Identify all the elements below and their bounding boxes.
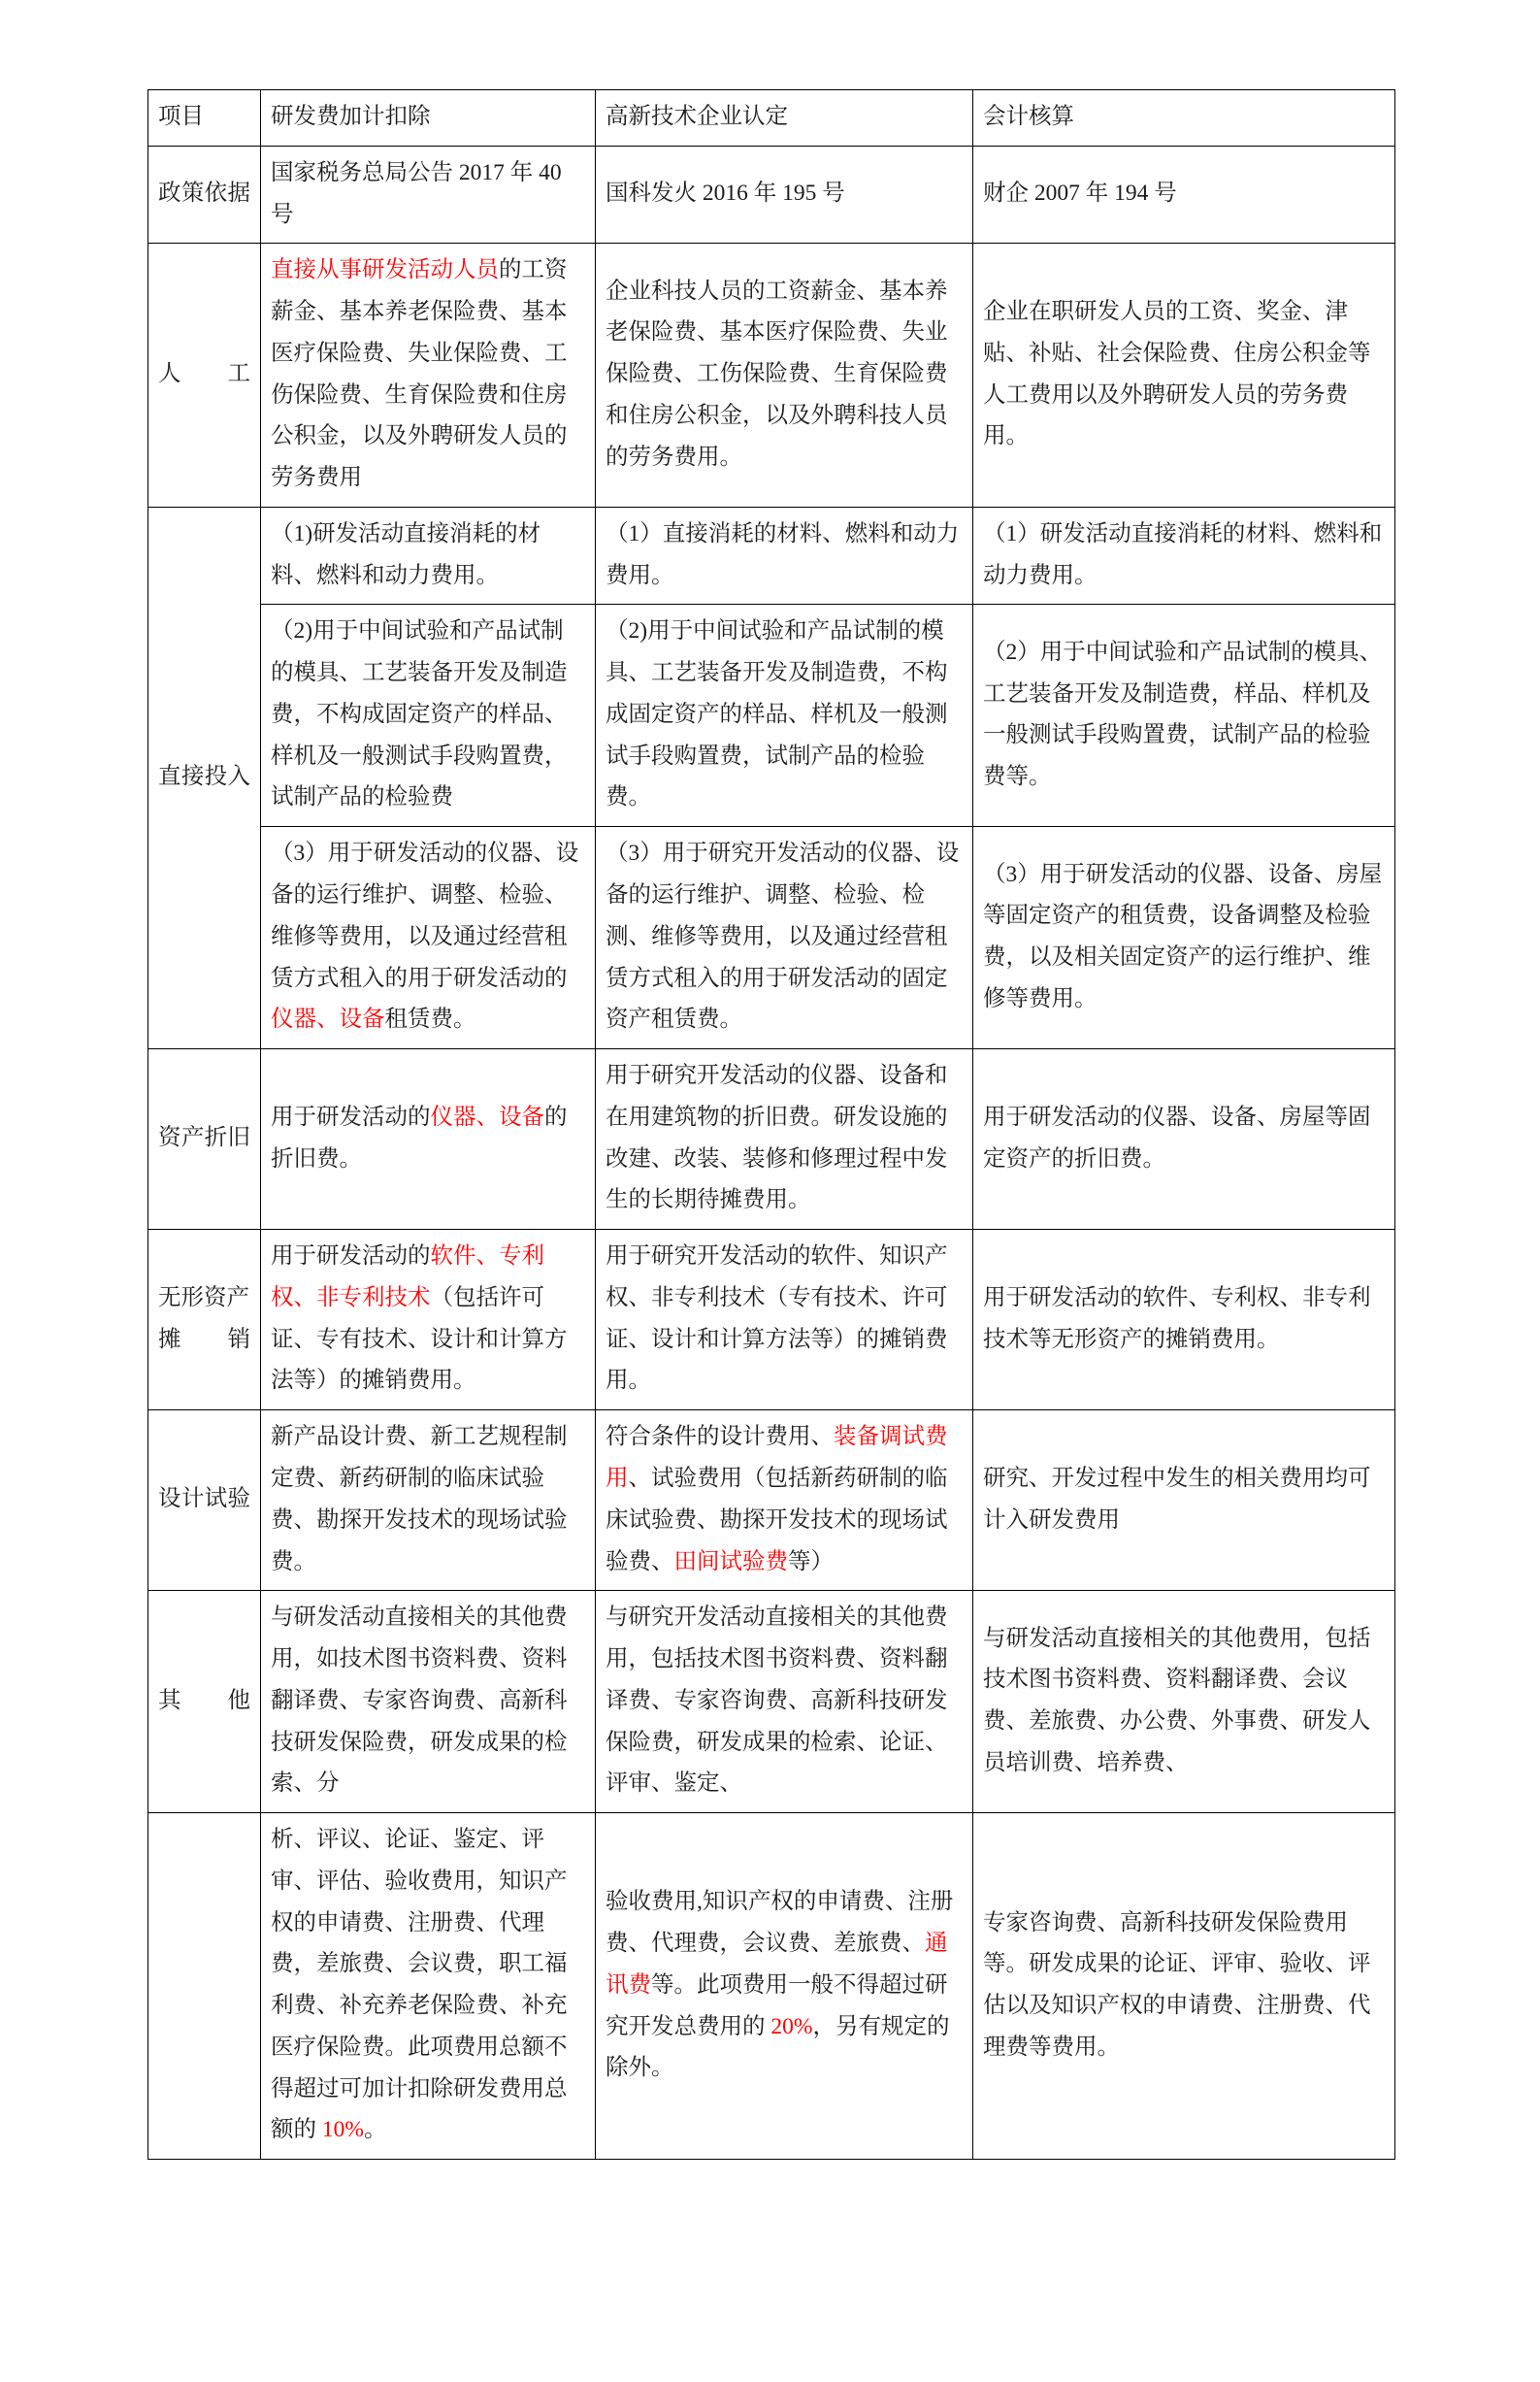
cell-other-cont-accounting: 专家咨询费、高新科技研发保险费用等。研发成果的论证、评审、验收、评估以及知识产权的申请费、注册费、代理费等费用。 (973, 1813, 1395, 2160)
row-label-labor: 人工 (148, 244, 261, 508)
cell-labor-hitech: 企业科技人员的工资薪金、基本养老保险费、基本医疗保险费、失业保险费、工伤保险费、生育保险费和住房公积金，以及外聘科技人员的劳务费用。 (596, 244, 973, 508)
cell-design-hitech (596, 1410, 973, 1591)
cell-text-mid: 等。此项费用一般不得超过研究开发总费用的 (606, 1971, 948, 2039)
cell-text-tail: 。 (363, 2117, 387, 2143)
row-label-design-experiment: 设计试验 (148, 1410, 261, 1591)
table-row-intangible-amortization (148, 1230, 1395, 1410)
row-label-policy-basis: 政策依据 (148, 146, 261, 244)
cell-intangible-rd (261, 1230, 596, 1410)
row-label-other-continued (148, 1813, 261, 2160)
rd-expense-comparison-table (147, 89, 1395, 2160)
highlight-text: 软件、专利权、非专利技术 (271, 1243, 544, 1310)
cell-text: （3）用于研发活动的仪器、设备的运行维护、调整、检验、维修等费用，以及通过经营租赁方式租入的用于研发活动的 (271, 841, 579, 991)
highlight-text-1: 装备调试费用 (606, 1424, 948, 1491)
cell-other-cont-hitech (596, 1813, 973, 2160)
cell-design-accounting: 研究、开发过程中发生的相关费用均可计入研发费用 (973, 1410, 1395, 1591)
cell-other-hitech: 与研究开发活动直接相关的其他费用，包括技术图书资料费、资料翻译费、专家咨询费、高新科技研发保险费，研发成果的检索、论证、评审、鉴定、 (596, 1591, 973, 1813)
row-label-direct-input: 直接投入 (148, 507, 261, 1048)
cell-text: 的工资薪金、基本养老保险费、基本医疗保险费、失业保险费、工伤保险费、生育保险费和住房公积金，以及外聘研发人员的劳务费用 (271, 257, 568, 491)
cell-direct-input-1-accounting: （1）研发活动直接消耗的材料、燃料和动力费用。 (973, 507, 1395, 605)
table-row-asset-depreciation (148, 1049, 1395, 1230)
table-row-other (148, 1591, 1395, 1813)
cell-other-rd: 与研发活动直接相关的其他费用，如技术图书资料费、资料翻译费、专家咨询费、高新科技研发保险费，研发成果的检索、分 (261, 1591, 596, 1813)
cell-text-tail: ，另有规定的除外。 (606, 2013, 950, 2081)
cell-text-mid: 、试验费用（包括新药研制的临床试验费、勘探开发技术的现场试验费、 (606, 1465, 948, 1574)
cell-direct-input-3-hitech: （3）用于研究开发活动的仪器、设备的运行维护、调整、检验、检测、维修等费用，以及通过经营租赁方式租入的用于研发活动的固定资产租赁费。 (596, 827, 973, 1049)
table-body (148, 146, 1395, 2159)
cell-direct-input-1-hitech: （1）直接消耗的材料、燃料和动力费用。 (596, 507, 973, 605)
cell-direct-input-3-accounting: （3）用于研发活动的仪器、设备、房屋等固定资产的租赁费，设备调整及检验费，以及相关固定资产的运行维护、维修等费用。 (973, 827, 1395, 1049)
cell-labor-accounting: 企业在职研发人员的工资、奖金、津贴、补贴、社会保险费、住房公积金等人工费用以及外聘研发人员的劳务费用。 (973, 244, 1395, 508)
table-row-direct-input-2 (148, 605, 1395, 827)
table-row-design-experiment (148, 1410, 1395, 1591)
cell-text: 验收费用,知识产权的申请费、注册费、代理费，会议费、差旅费、 (606, 1889, 954, 1956)
row-label-other: 其他 (148, 1591, 261, 1813)
highlight-text-2: 田间试验费 (673, 1548, 788, 1574)
highlight-percentage: 10% (321, 2117, 364, 2143)
cell-intangible-hitech: 用于研究开发活动的软件、知识产权、非专利技术（专有技术、许可证、设计和计算方法等）的摊销费用。 (596, 1230, 973, 1410)
cell-text: 用于研发活动的 (271, 1104, 431, 1130)
cell-text-tail: （包括许可证、专有技术、设计和计算方法等）的摊销费用。 (271, 1284, 568, 1394)
cell-direct-input-2-hitech: （2)用于中间试验和产品试制的模具、工艺装备开发及制造费，不构成固定资产的样品、样机及一般测试手段购置费，试制产品的检验费。 (596, 605, 973, 827)
column-header-rd-deduction: 研发费加计扣除 (261, 90, 596, 147)
highlight-text: 仪器、设备 (430, 1104, 544, 1130)
cell-text-tail: 租赁费。 (384, 1007, 476, 1033)
table-row-direct-input-1 (148, 507, 1395, 605)
cell-text-tail: 的折旧费。 (271, 1104, 568, 1172)
column-header-hitech-certification: 高新技术企业认定 (596, 90, 973, 147)
table-row-policy-basis (148, 146, 1395, 244)
cell-intangible-accounting: 用于研发活动的软件、专利权、非专利技术等无形资产的摊销费用。 (973, 1230, 1395, 1410)
cell-policy-accounting: 财企 2007 年 194 号 (973, 146, 1395, 244)
cell-text-tail: 等） (788, 1548, 834, 1574)
cell-direct-input-2-accounting: （2）用于中间试验和产品试制的模具、工艺装备开发及制造费，样品、样机及一般测试手段购置费，试制产品的检验费等。 (973, 605, 1395, 827)
cell-design-rd: 新产品设计费、新工艺规程制定费、新药研制的临床试验费、勘探开发技术的现场试验费。 (261, 1410, 596, 1591)
table-header (148, 90, 1395, 147)
cell-direct-input-2-rd: （2)用于中间试验和产品试制的模具、工艺装备开发及制造费，不构成固定资产的样品、样机及一般测试手段购置费，试制产品的检验费 (261, 605, 596, 827)
header-row (148, 90, 1395, 147)
cell-other-accounting: 与研发活动直接相关的其他费用，包括技术图书资料费、资料翻译费、会议费、差旅费、办公费、外事费、研发人员培训费、培养费、 (973, 1591, 1395, 1813)
cell-text: 析、评议、论证、鉴定、评审、评估、验收费用，知识产权的申请费、注册费、代理费，差旅费、会议费，职工福利费、补充养老保险费、补充医疗保险费。此项费用总额不得超过可加计扣除研发费用总额的 (271, 1827, 568, 2143)
cell-direct-input-3-rd (261, 827, 596, 1049)
cell-text: 用于研发活动的 (271, 1243, 431, 1270)
table-row-direct-input-3 (148, 827, 1395, 1049)
cell-labor-rd (261, 244, 596, 508)
highlight-text-1: 通讯费 (606, 1931, 948, 1998)
table-row-labor (148, 244, 1395, 508)
cell-other-cont-rd (261, 1813, 596, 2160)
highlight-percentage: 20% (770, 2013, 813, 2039)
cell-policy-rd: 国家税务总局公告 2017 年 40 号 (261, 146, 596, 244)
highlight-text: 仪器、设备 (271, 1007, 385, 1033)
cell-direct-input-1-rd: （1)研发活动直接消耗的材料、燃料和动力费用。 (261, 507, 596, 605)
row-label-asset-depreciation: 资产折旧 (148, 1049, 261, 1230)
cell-policy-hitech: 国科发火 2016 年 195 号 (596, 146, 973, 244)
column-header-accounting: 会计核算 (973, 90, 1395, 147)
row-label-intangible-amortization: 无形资产摊销 (148, 1230, 261, 1410)
cell-asset-depreciation-hitech: 用于研究开发活动的仪器、设备和在用建筑物的折旧费。研发设施的改建、改装、装修和修理过程中发生的长期待摊费用。 (596, 1049, 973, 1230)
cell-asset-depreciation-accounting: 用于研发活动的仪器、设备、房屋等固定资产的折旧费。 (973, 1049, 1395, 1230)
cell-text: 符合条件的设计费用、 (606, 1424, 834, 1450)
column-header-item: 项目 (148, 90, 261, 147)
highlight-text: 直接从事研发活动人员 (271, 257, 499, 283)
cell-asset-depreciation-rd (261, 1049, 596, 1230)
table-row-other-continued (148, 1813, 1395, 2160)
